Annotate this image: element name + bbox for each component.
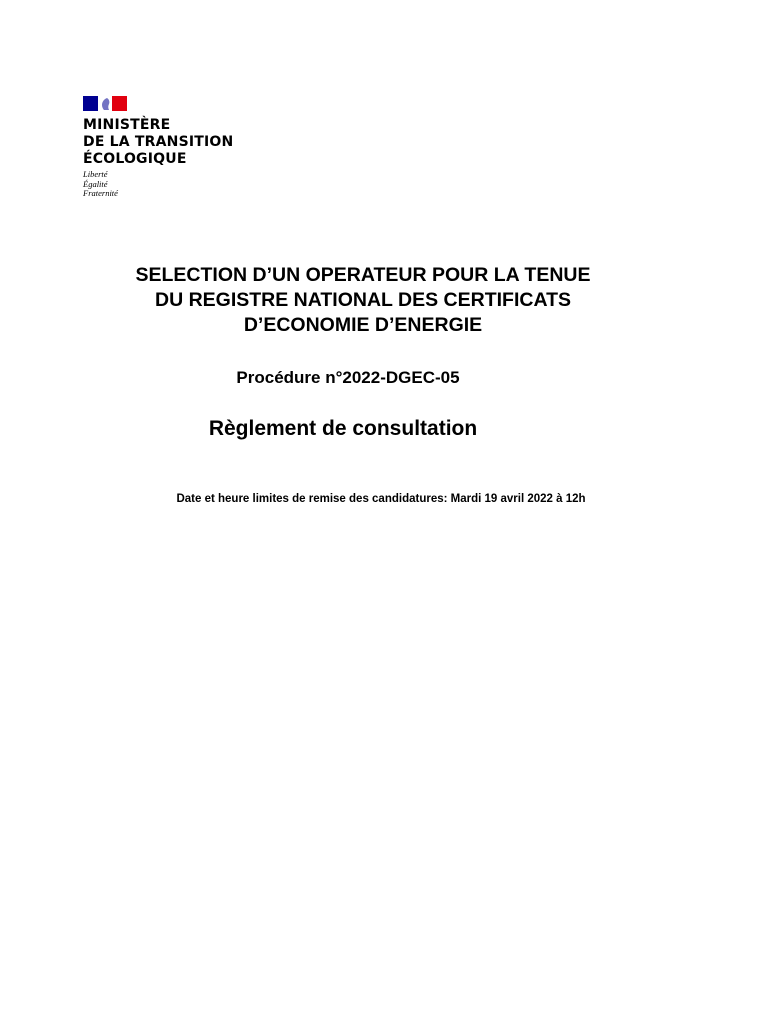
document-subtitle: Règlement de consultation	[208, 417, 478, 440]
ministry-line: MINISTÈRE	[83, 117, 171, 133]
ministry-name	[83, 117, 283, 168]
flag-red-band	[112, 96, 127, 111]
marianne-profile-icon	[98, 96, 112, 111]
submission-deadline: Date et heure limites de remise des candidatures: Mardi 19 avril 2022 à 12h	[176, 493, 586, 505]
motto-line: Fraternité	[83, 188, 118, 198]
ministry-line: DE LA TRANSITION	[83, 134, 234, 150]
flag-white-band	[98, 96, 112, 111]
document-title	[0, 263, 726, 338]
motto-line: Égalité	[83, 178, 108, 189]
title-line: SELECTION D’UN OPERATEUR POUR LA TENUE	[135, 264, 591, 286]
title-line: D’ECONOMIE D’ENERGIE	[243, 314, 483, 336]
ministry-line: ÉCOLOGIQUE	[83, 151, 187, 167]
republic-motto	[83, 170, 283, 199]
ministry-logo	[83, 96, 283, 199]
flag-blue-band	[83, 96, 98, 111]
motto-line: Liberté	[83, 169, 108, 179]
title-line: DU REGISTRE NATIONAL DES CERTIFICATS	[154, 289, 571, 311]
french-flag-icon	[83, 96, 127, 111]
procedure-number: Procédure n°2022-DGEC-05	[236, 368, 460, 387]
